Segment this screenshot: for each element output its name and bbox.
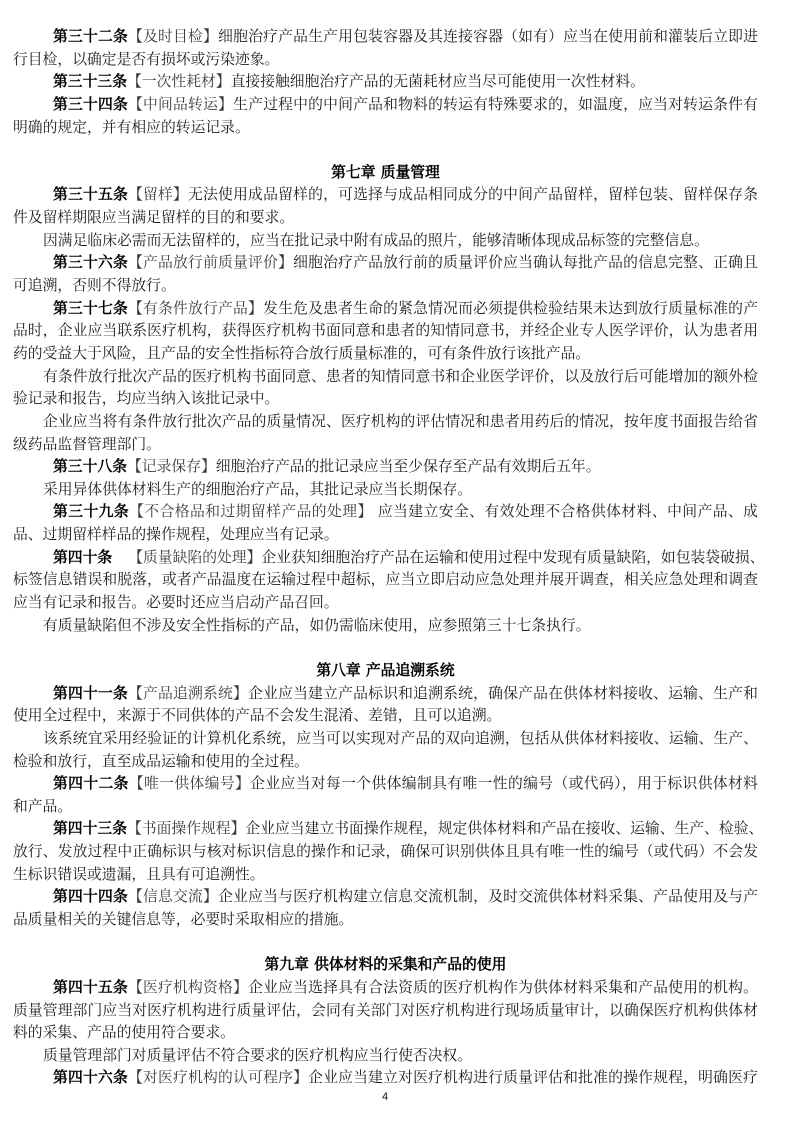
line (13, 49, 758, 72)
line (13, 388, 758, 411)
line (13, 1022, 758, 1045)
line-text: 放行、发放过程中正确标识与核对标识信息的操作和记录，确保可识别供体且具有唯一性的编号（或代码）不会发 (13, 843, 758, 861)
page-number: 4 (381, 1091, 389, 1103)
paragraph (13, 479, 758, 502)
article-number: 第三十八条 (53, 458, 127, 476)
document-page (13, 26, 765, 1090)
article-title: 【质量缺陷的处理】 (128, 548, 262, 566)
paragraph (13, 615, 758, 638)
line (13, 592, 758, 615)
line-text: 可追溯，否则不得放行。 (13, 277, 176, 295)
line-text: 有条件放行批次产品的医疗机构书面同意、患者的知情同意书和企业医学评价，以及放行后可能增加的额外检 (43, 367, 758, 385)
line-text: 细胞治疗产品生产用包装容器及其连接容器（如有）应当在使用前和灌装后立即进 (218, 28, 758, 45)
article-40 (13, 547, 765, 615)
chapter-heading-9: 第九章 供体材料的采集和产品的使用 (264, 956, 507, 974)
line (13, 773, 758, 796)
article-title: 【留样】 (128, 186, 189, 204)
article-title: 【信息交流】 (128, 888, 219, 906)
blank-line (13, 932, 758, 955)
line (13, 230, 758, 253)
article-title: 【产品追溯系统】 (128, 684, 249, 702)
line-text: 和产品。 (13, 797, 73, 815)
line-text: 质量管理部门应当对医疗机构进行质量评估，会同有关部门对医疗机构进行现场质量审计，以确保医疗机构供体材 (13, 1001, 758, 1019)
chapter-heading-8: 第八章 产品追溯系统 (316, 661, 455, 679)
article-46 (13, 1067, 758, 1090)
article-number: 第三十三条 (53, 73, 127, 91)
line-text: 无法使用成品留样的，可选择与成品相同成分的中间产品留样，留样包装、留样保存条 (188, 186, 758, 204)
line-text: 级药品监督管理部门。 (13, 435, 161, 453)
line (13, 615, 758, 638)
line (13, 1045, 758, 1068)
line-text: 企业应当建立产品标识和追溯系统，确保产品在供体材料接收、运输、生产和 (248, 684, 758, 702)
article-number: 第三十七条 (53, 299, 129, 317)
line (13, 1000, 758, 1023)
paragraph (13, 1045, 758, 1068)
article-title: 【中间品转运】 (128, 95, 234, 113)
line (13, 569, 758, 592)
line (13, 320, 758, 343)
article-36 (13, 252, 758, 297)
line (13, 977, 758, 1000)
article-title: 【对医疗机构的认可程序】 (128, 1069, 309, 1087)
article-number: 第四十条 (53, 548, 113, 566)
line-text: 生产过程中的中间产品和物料的转运有特殊要求的，如温度，应当对转运条件有 (233, 95, 758, 113)
line-text: 生标识错误或遗漏，且具有可追溯性。 (13, 865, 265, 883)
article-41 (13, 683, 758, 728)
article-number: 第三十四条 (53, 95, 129, 113)
line-text: 企业应当建立书面操作规程，规定供体材料和产品在接收、运输、生产、检验、 (245, 820, 764, 838)
line-text: 药的受益大于风险，且产品的安全性指标符合放行质量标准的，可有条件放行该批产品。 (13, 344, 591, 362)
article-title: 【医疗机构资格】 (128, 978, 249, 996)
article-title: 【一次性耗材】 (127, 73, 231, 91)
article-38 (13, 456, 758, 479)
line (13, 117, 758, 140)
line (13, 26, 758, 49)
article-44 (13, 886, 758, 931)
line (13, 524, 758, 547)
line-text: 有质量缺陷但不涉及安全性指标的产品，如仍需临床使用，应参照第三十七条执行。 (43, 616, 591, 634)
line-text: 企业应当与医疗机构建立信息交流机制，及时交流供体材料采集、产品使用及与产 (218, 888, 758, 906)
line (13, 252, 758, 275)
line-text: 细胞治疗产品的批记录应当至少保存至产品有效期后五年。 (215, 458, 601, 476)
line (13, 705, 758, 728)
paragraph (13, 366, 758, 411)
line-text: 明确的规定，并有相应的转运记录。 (13, 118, 250, 136)
paragraph (13, 728, 758, 773)
article-45 (13, 977, 758, 1045)
article-number: 第三十九条 (53, 503, 130, 521)
line-text: 该系统宜采用经验证的计算机化系统，应当可以实现对产品的双向追溯，包括从供体材料接收、运输、生产、 (43, 729, 758, 747)
article-32 (13, 26, 758, 71)
line (13, 547, 765, 570)
article-34 (13, 94, 758, 139)
article-39 (13, 501, 758, 546)
article-number: 第四十五条 (53, 978, 129, 996)
article-title: 【有条件放行产品】 (128, 299, 264, 317)
line-text: 检验和放行，直至成品运输和使用的全过程。 (13, 752, 309, 770)
line-text: 料的采集、产品的使用符合要求。 (13, 1024, 235, 1042)
line-text: 企业应当对每一个供体编制具有唯一性的编号（或代码），用于标识供体材料 (250, 775, 758, 793)
line (13, 818, 764, 841)
line (13, 501, 758, 524)
line-text: 采用异体供体材料生产的细胞治疗产品，其批记录应当长期保存。 (43, 480, 473, 498)
line-text: 因满足临床必需而无法留样的，应当在批记录中附有成品的照片，能够清晰体现成品标签的完整信息。 (43, 231, 709, 249)
article-title: 【书面操作规程】 (127, 820, 246, 838)
line-text: 发生危及患者生命的紧急情况而必须提供检验结果未达到放行质量标准的产 (263, 299, 758, 317)
line (13, 751, 758, 774)
line-text: 行目检，以确定是否有损坏或污染迹象。 (13, 50, 280, 68)
article-title: 【记录保存】 (127, 458, 216, 476)
blank-line (13, 139, 758, 162)
line (13, 275, 758, 298)
article-title: 【产品放行前质量评价】 (128, 254, 294, 272)
line-text: 应当有记录和报告。必要时还应当启动产品召回。 (13, 594, 339, 612)
paragraph (13, 230, 758, 253)
line (13, 298, 758, 321)
line (13, 909, 758, 932)
line (13, 71, 758, 94)
article-42 (13, 773, 758, 818)
article-title: 【不合格品和过期留样产品的处理】 (129, 503, 373, 521)
paragraph (13, 411, 758, 456)
line (13, 796, 758, 819)
article-number: 第三十五条 (53, 186, 129, 204)
line-text: 标签信息错误和脱落，或者产品温度在运输过程中超标，应当立即启动应急处理并展开调查，相关应急处理和调查 (13, 571, 758, 589)
article-number: 第四十四条 (53, 888, 129, 906)
article-number: 第三十二条 (53, 28, 129, 45)
line (13, 683, 758, 706)
line (13, 366, 758, 389)
line (13, 456, 758, 479)
line-text: 使用全过程中，来源于不同供体的产品不会发生混淆、差错，且可以追溯。 (13, 707, 502, 725)
line-text: 企业应当选择具有合法资质的医疗机构作为供体材料采集和产品使用的机构。 (248, 978, 758, 996)
article-number: 第三十六条 (53, 254, 129, 272)
chapter-heading-7: 第七章 质量管理 (331, 163, 440, 181)
line (13, 343, 758, 366)
line-text: 细胞治疗产品放行前的质量评价应当确认每批产品的信息完整、正确且 (293, 254, 758, 272)
article-43 (13, 818, 764, 886)
line (13, 434, 758, 457)
line-text: 应当建立安全、有效处理不合格供体材料、中间产品、成 (372, 503, 758, 521)
article-title: 【及时目检】 (128, 28, 219, 45)
line-text: 直接接触细胞治疗产品的无菌耗材应当尽可能使用一次性材料。 (230, 73, 645, 91)
line (13, 886, 758, 909)
article-35 (13, 184, 758, 229)
line (13, 1067, 758, 1090)
article-number: 第四十二条 (53, 775, 129, 793)
line (13, 184, 758, 207)
line (13, 479, 758, 502)
blank-line (13, 637, 758, 660)
line (13, 728, 758, 751)
line-text: 企业获知细胞治疗产品在运输和使用过程中发现有质量缺陷，如包装袋破损、 (261, 548, 765, 566)
line-text: 件及留样期限应当满足留样的目的和要求。 (13, 209, 295, 227)
article-33 (13, 71, 758, 94)
line (13, 841, 758, 864)
article-number: 第四十六条 (53, 1069, 129, 1087)
line (13, 864, 758, 887)
line-text: 企业应当建立对医疗机构进行质量评估和批准的操作规程，明确医疗 (308, 1069, 758, 1087)
line (13, 207, 758, 230)
line-text: 品时，企业应当联系医疗机构，获得医疗机构书面同意和患者的知情同意书，并经企业专人医学评价，认为患者用 (13, 322, 758, 340)
line-text: 品质量相关的关键信息等，必要时采取相应的措施。 (13, 910, 354, 928)
line-text: 企业应当将有条件放行批次产品的质量情况、医疗机构的评估情况和患者用药后的情况，按年度书面报告给省 (43, 412, 758, 430)
line (13, 94, 758, 117)
article-title: 【唯一供体编号】 (128, 775, 251, 793)
article-number: 第四十一条 (53, 684, 129, 702)
article-number: 第四十三条 (53, 820, 127, 838)
line-text: 品、过期留样样品的操作规程，处理应当有记录。 (13, 526, 339, 544)
line-text: 质量管理部门对质量评估不符合要求的医疗机构应当行使否决权。 (43, 1046, 473, 1064)
line (13, 411, 758, 434)
article-37 (13, 298, 758, 366)
line-text: 验记录和报告，均应当纳入该批记录中。 (13, 390, 280, 408)
